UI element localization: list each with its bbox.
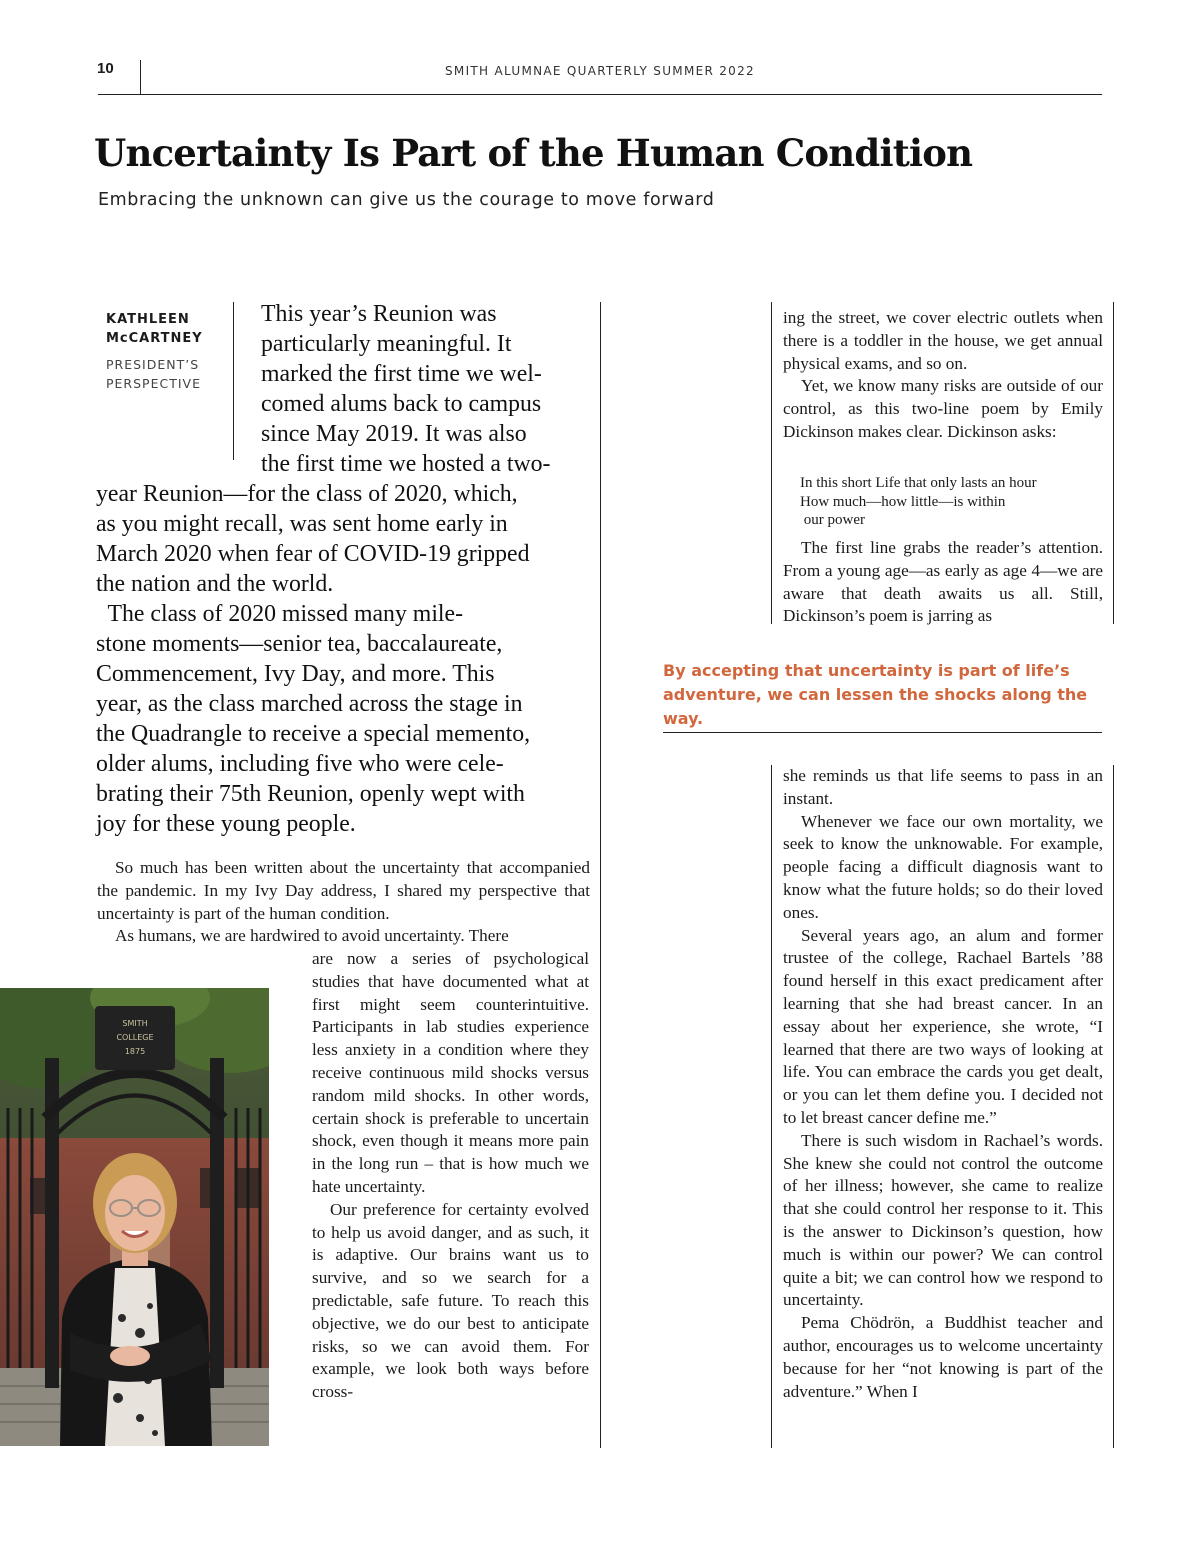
lead-line: joy for these young people. [96, 811, 356, 837]
body-paragraph: So much has been written about the uncertainty that accompanied the pandemic. In my Ivy Day address, I shared my perspective that uncertainty is part of the human condition. [97, 858, 590, 923]
header-divider [140, 60, 141, 94]
lead-line: since May 2019. It was also [261, 421, 527, 447]
running-head: SMITH ALUMNAE QUARTERLY SUMMER 2022 [445, 64, 755, 78]
column-rule [1113, 302, 1114, 624]
page-number: 10 [97, 60, 114, 77]
column-rule [771, 765, 772, 1448]
gate-sign-line1: SMITH [122, 1019, 148, 1028]
body-paragraph: are now a series of psychological studies that have documented what at first might seem counterintuitive. Participants in lab studies experience less anxiety in a condition where they receive continuous mild shocks versus random mild shocks. In other words, certain shock is preferable to uncertain shock, even though it means more pain in the long run – that is how much we hate uncertainty. [312, 949, 589, 1196]
poem-line: our power [800, 512, 865, 528]
lead-line: This year’s Reunion was [261, 301, 497, 327]
body-paragraph: The first line grabs the reader’s attention. From a young age—as early as age 4—we are aware that death awaits us all. Still, Dickinson’s poem is jarring as [783, 538, 1103, 626]
gate-sign-line2: COLLEGE [116, 1033, 154, 1042]
body-column-right-top [783, 307, 1103, 444]
body-paragraph: As humans, we are hardwired to avoid uncertainty. There [115, 926, 509, 946]
body-paragraph: Pema Chödrön, a Buddhist teacher and author, encourages us to welcome uncertainty because for her “not knowing is part of the adventure.” When I [783, 1313, 1103, 1401]
lead-line: older alums, including five who were cele- [96, 751, 504, 777]
column-rule [600, 302, 601, 1448]
body-column-right-bottom [783, 765, 1103, 1403]
body-paragraph: she reminds us that life seems to pass in an instant. [783, 766, 1103, 808]
body-paragraph: Several years ago, an alum and former trustee of the college, Rachael Bartels ’88 found herself in this exact predicament after learning that she had breast cancer. In an essay about her experience, she wrote, “I learned that there are two ways of looking at life. You can embrace the cards you get dealt, or you can let them define you. I decided not to let breast cancer define me.” [783, 925, 1103, 1127]
poem-line: How much—how little—is within [800, 493, 1006, 510]
body-column-right-mid [783, 537, 1103, 628]
pull-quote: By accepting that uncertainty is part of life’s adventure, we can lessen the shocks along the way. [663, 661, 1088, 728]
author-first-name: KATHLEEN [106, 312, 190, 327]
gate-sign-line3: 1875 [124, 1047, 146, 1056]
lead-line: March 2020 when fear of COVID-19 gripped [96, 541, 530, 567]
lead-line: comed alums back to campus [261, 391, 542, 417]
lead-line: stone moments—senior tea, baccalaureate, [96, 631, 503, 657]
header-rule [98, 94, 1102, 95]
body-paragraph: Our preference for certainty evolved to help us avoid danger, and as such, it is adaptive. Our brains want us to survive, and so we search for a predictable, safe future. To reach this objective, we do our best to anticipate risks, so we can avoid them. For example, we look both ways before cross- [312, 1199, 589, 1402]
body-column-left-top [97, 857, 590, 948]
lead-line: year, as the class marched across the stage in [96, 691, 523, 717]
lead-line: particularly meaningful. It [261, 331, 512, 357]
lead-line: the nation and the world. [96, 571, 334, 597]
column-rule [1113, 765, 1114, 1448]
body-paragraph: There is such wisdom in Rachael’s words. She knew she could not control the outcome of her illness; however, she came to realize that she could control her response to it. This is the answer to Dickinson’s question, how much is within our power? We can control quite a bit; we can control how we respond to uncertainty. [783, 1130, 1103, 1310]
lead-line: The class of 2020 missed many mile- [96, 601, 464, 627]
column-rule [771, 302, 772, 624]
lead-line: marked the first time we wel- [261, 361, 542, 387]
body-paragraph: Whenever we face our own mortality, we seek to know the unknowable. For example, people facing a difficult diagnosis want to know what the future holds; so do their loved ones. [783, 811, 1103, 922]
column-name-line2: PERSPECTIVE [106, 376, 201, 391]
column-name-line1: PRESIDENT’S [106, 357, 200, 372]
lead-line: the Quadrangle to receive a special memento, [96, 721, 531, 747]
lead-line: the first time we hosted a two- [261, 451, 551, 477]
article-title: Uncertainty Is Part of the Human Condition [94, 131, 973, 175]
lead-line: as you might recall, was sent home early in [96, 511, 508, 537]
author-photo [0, 988, 269, 1446]
article-subtitle: Embracing the unknown can give us the courage to move forward [98, 190, 715, 210]
body-paragraph: Yet, we know many risks are outside of our control, as this two-line poem by Emily Dickinson makes clear. Dickinson asks: [783, 376, 1103, 441]
pull-quote-rule [663, 732, 1102, 733]
lead-paragraph-top [261, 299, 550, 479]
byline [106, 310, 230, 393]
poem-line: In this short Life that only lasts an hour [800, 475, 1037, 491]
byline-rule [233, 302, 234, 460]
lead-line: year Reunion—for the class of 2020, which, [96, 481, 518, 507]
author-last-name: McCARTNEY [106, 331, 203, 346]
author-name [106, 310, 230, 348]
body-column-left-bottom [312, 948, 589, 1404]
body-paragraph: ing the street, we cover electric outlets when there is a toddler in the house, we get annual physical exams, and so on. [783, 308, 1103, 373]
column-name [106, 355, 230, 393]
poem-quote [800, 474, 1100, 530]
lead-line: brating their 75th Reunion, openly wept with [96, 781, 525, 807]
lead-line: Commencement, Ivy Day, and more. This [96, 661, 495, 687]
lead-paragraph-bottom [96, 479, 530, 839]
